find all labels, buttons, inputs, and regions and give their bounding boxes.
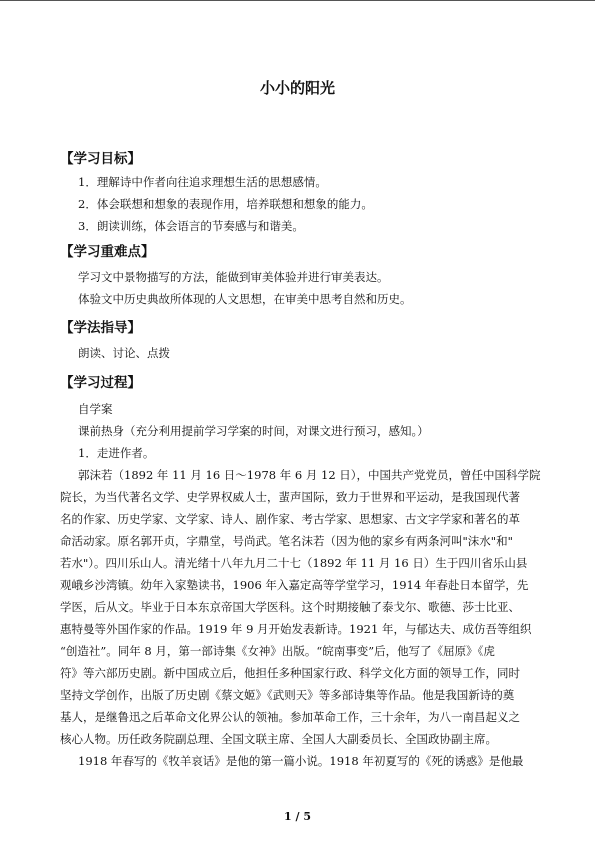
process-line: 自学案 — [78, 402, 113, 416]
section-heading-process: 【学习过程】 — [60, 375, 141, 391]
goal-item-2: 2．体会联想和想象的表现作用，培养联想和想象的能力。 — [78, 197, 373, 211]
process-line: 命活动家。原名郭开贞，字鼎堂，号尚武。笔名沫若（因为他的家乡有两条河叫"沫水"和" — [60, 534, 513, 548]
method-item-1: 朗读、讨论、点拨 — [78, 346, 170, 360]
process-line: 惠特曼等外国作家的作品。1919 年 9 月开始发表新诗。1921 年，与郁达夫、成仿吾等组织 — [60, 622, 532, 636]
process-line: 学医，后从文。毕业于日本东京帝国大学医科。这个时期接触了泰戈尔、歌德、莎士比亚、 — [60, 600, 520, 614]
process-line: 坚持文学创作，出版了历史剧《蔡文姬》《武则天》等多部诗集等作品。他是我国新诗的奠 — [60, 688, 515, 702]
process-line: 课前热身（充分利用提前学习学案的时间，对课文进行预习，感知。） — [78, 424, 429, 438]
process-line: 1．走进作者。 — [78, 446, 155, 460]
section-heading-method: 【学法指导】 — [60, 320, 141, 336]
goal-item-3: 3．朗读训练，体会语言的节奏感与和谐美。 — [78, 219, 304, 233]
section-heading-key-points: 【学习重难点】 — [60, 244, 155, 260]
process-line: 核心人物。历任政务院副总理、全国文联主席、全国人大副委员长、全国政协副主席。 — [60, 732, 497, 746]
process-line: 郭沫若（1892 年 11 月 16 日～1978 年 6 月 12 日），中国共产党党员，曾任中国科学院 — [78, 468, 541, 482]
process-line: 若水"）。四川乐山人。清光绪十八年九月二十七（1892 年 11 月 16 日）生于四川省乐山县 — [60, 556, 528, 570]
process-line: 1918 年春写的《牧羊哀话》是他的第一篇小说。1918 年初夏写的《死的诱惑》是他最 — [78, 754, 524, 768]
process-line: 符》等六部历史剧。新中国成立后，他担任多种国家行政、科学文化方面的领导工作，同时 — [60, 666, 520, 680]
section-heading-goals: 【学习目标】 — [60, 151, 141, 167]
process-line: 观峨乡沙湾镇。幼年入家塾读书，1906 年入嘉定高等学堂学习，1914 年春赴日本留学，先 — [60, 578, 529, 592]
goal-item-1: 1．理解诗中作者向往追求理想生活的思想感情。 — [78, 175, 327, 189]
process-line: 名的作家、历史学家、文学家、诗人、剧作家、考古学家、思想家、古文字学家和著名的革 — [60, 512, 520, 526]
document-title: 小小的阳光 — [259, 79, 335, 97]
key-point-1: 学习文中景物描写的方法，能做到审美体验并进行审美表达。 — [78, 270, 389, 284]
key-point-2: 体验文中历史典故所体现的人文思想，在审美中思考自然和历史。 — [78, 292, 412, 306]
page-top-border — [0, 0, 595, 1]
process-line: 院长，为当代著名文学、史学界权威人士，蜚声国际，致力于世界和平运动，是我国现代著 — [60, 490, 520, 504]
page-number: 1 / 5 — [284, 810, 311, 823]
process-line: 基人，是继鲁迅之后革命文化界公认的领袖。参加革命工作，三十余年，为八一南昌起义之 — [60, 710, 520, 724]
process-line: “创造社”。同年 8 月，第一部诗集《女神》出版。“皖南事变”后，他写了《屈原》《虎 — [60, 644, 495, 658]
